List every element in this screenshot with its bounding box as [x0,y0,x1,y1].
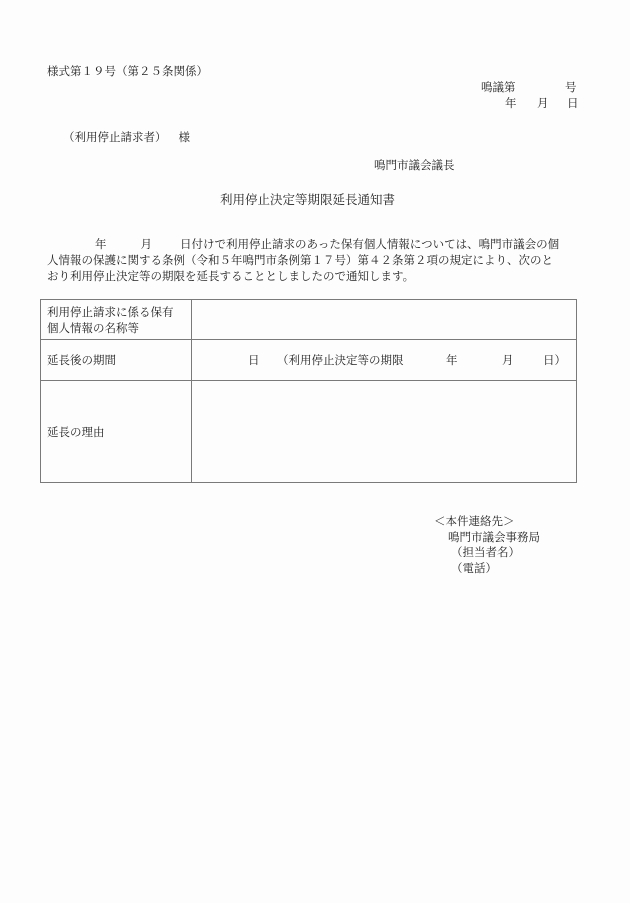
body-month: 月 [140,237,152,251]
table-row [41,381,577,483]
document-title: 利用停止決定等期限延長通知書 [220,192,396,207]
addressee-honorific: 様 [178,130,190,144]
form-number: 様式第１９号（第２５条関係） [47,64,208,78]
table-row [41,340,577,381]
period-month: 月 [502,353,514,367]
period-year: 年 [446,353,458,367]
period-day-close: 日） [543,353,566,367]
row-label-reason: 延長の理由 [41,381,192,483]
addressee [63,130,190,144]
date-month: 月 [537,96,549,110]
label-line: 利用停止請求に係る保有 [47,304,174,319]
sender: 鳴門市議会議長 [374,158,455,172]
contact-heading: ＜本件連絡先＞ [434,514,515,528]
extension-details-table [40,299,577,483]
row-label-extended-period: 延長後の期間 [41,340,192,381]
period-deadline-label: （利用停止決定等の期限 [277,353,404,367]
table-row [41,300,577,340]
reason-field[interactable] [192,381,577,483]
document-date [505,96,579,110]
body-paragraph [47,236,577,284]
document-number-prefix: 鳴議第 [481,80,516,94]
body-line-3: おり利用停止決定等の期限を延長することとしましたので通知します。 [47,269,415,283]
label-line: 個人情報の名称等 [47,320,139,335]
document-number [481,80,577,94]
body-line-2: 人情報の保護に関する条例（令和５年鳴門市条例第１７号）第４２条第２項の規定により、次のと [47,253,553,267]
row-label-info-name [41,300,192,340]
period-day: 日 [248,353,260,367]
contact-phone: （電話） [451,560,497,575]
info-name-field[interactable] [192,300,577,340]
document-number-suffix: 号 [565,80,577,94]
contact-block [434,514,540,576]
date-year: 年 [505,96,517,110]
addressee-name: （利用停止請求者） [63,130,167,144]
extended-period-field[interactable] [192,340,577,381]
contact-person: （担当者名） [451,545,520,559]
body-line-1-rest: 日付けで利用停止請求のあった保有個人情報については、鳴門市議会の個 [180,237,560,251]
contact-office: 鳴門市議会事務局 [448,529,540,544]
body-year: 年 [95,237,107,251]
date-day: 日 [567,96,579,110]
body-line-1 [47,236,577,252]
